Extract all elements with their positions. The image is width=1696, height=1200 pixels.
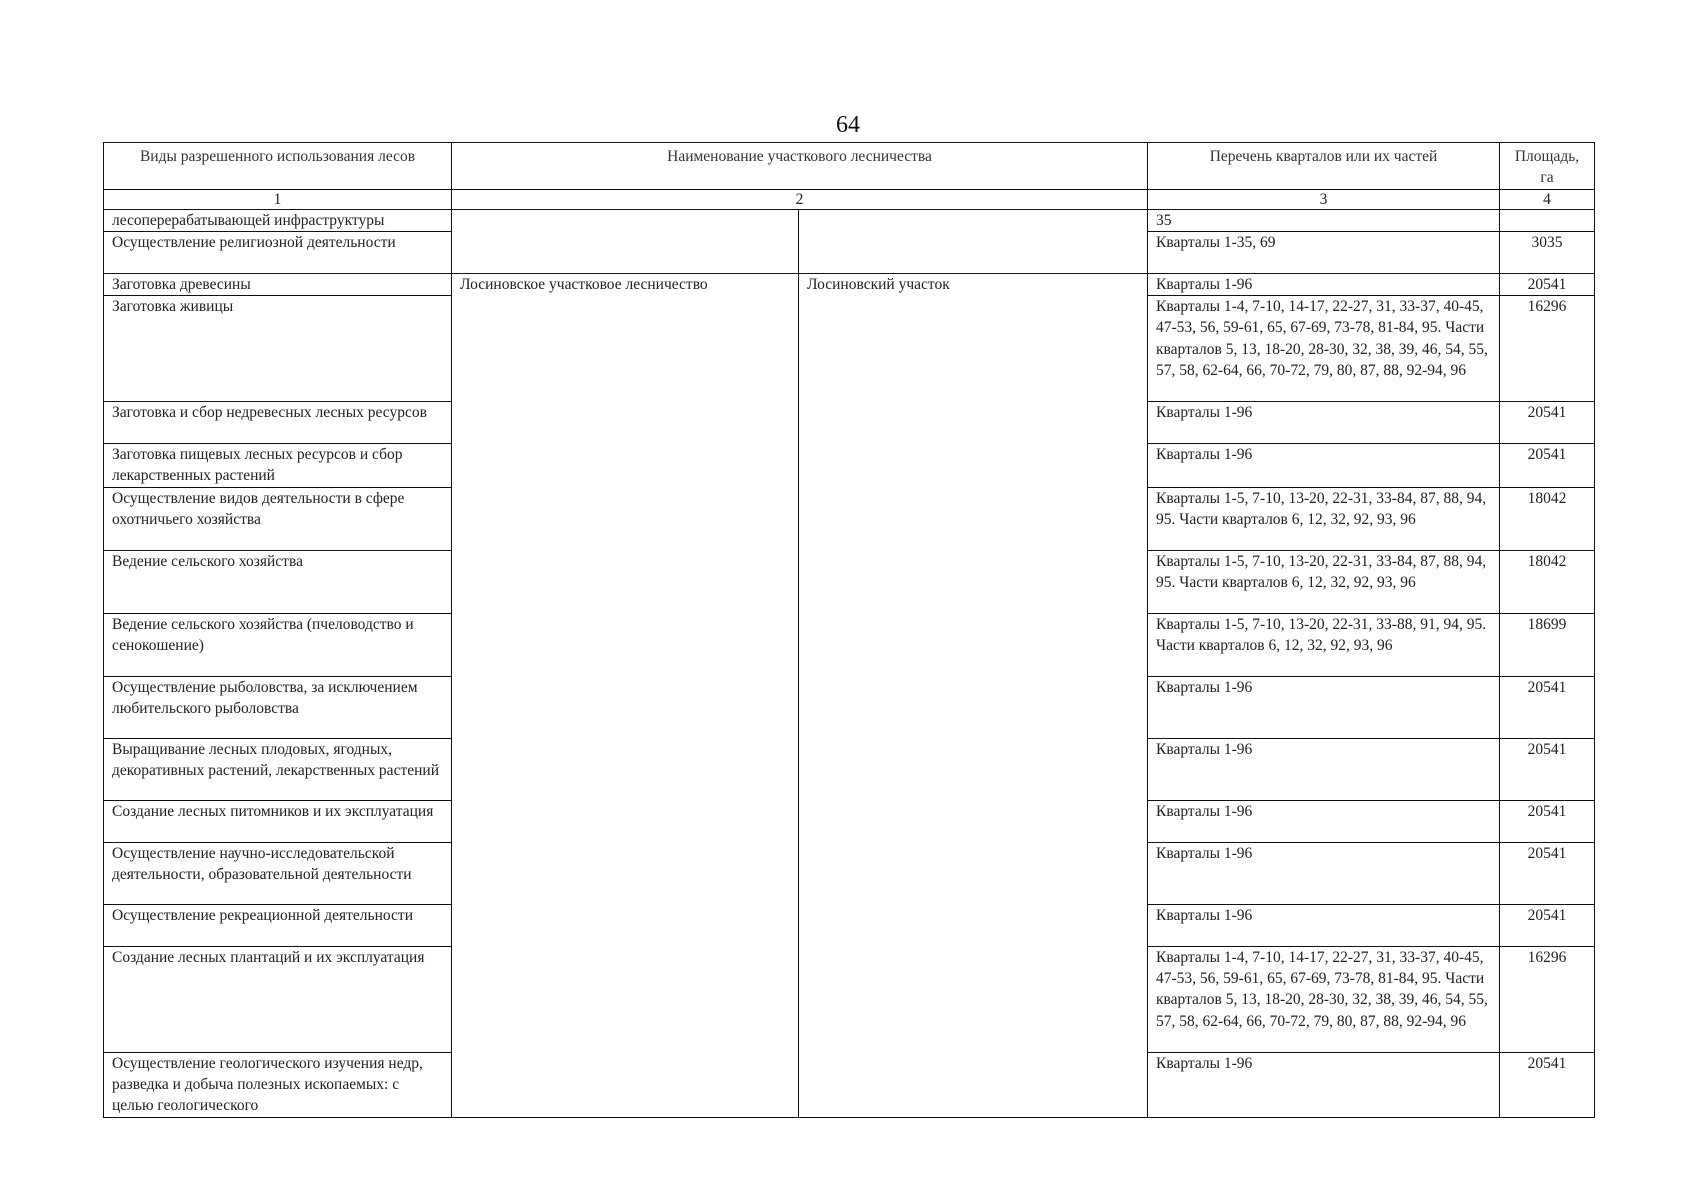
table-row	[104, 209, 1595, 231]
use-type-cell: Заготовка пищевых лесных ресурсов и сбор лекарственных растений	[104, 444, 452, 488]
area-cell: 20541	[1500, 676, 1595, 738]
column-number: 3	[1148, 189, 1500, 209]
header-row	[104, 143, 1595, 190]
area-cell: 20541	[1500, 1052, 1595, 1117]
empty-cell	[799, 209, 1148, 273]
area-cell: 20541	[1500, 402, 1595, 444]
use-type-cell: Осуществление научно-исследовательской деятельности, образовательной деятельности	[104, 842, 452, 904]
quarters-cell: Кварталы 1-96	[1148, 402, 1500, 444]
quarters-cell: Кварталы 1-96	[1148, 676, 1500, 738]
header-forestry-name: Наименование участкового лесничества	[452, 143, 1148, 190]
area-cell	[1500, 209, 1595, 231]
quarters-cell: Кварталы 1-5, 7-10, 13-20, 22-31, 33-88, 91, 94, 95. Части кварталов 6, 12, 32, 92, 93, 96	[1148, 613, 1500, 676]
use-type-cell: Осуществление геологического изучения недр, разведка и добыча полезных ископаемых: с целью геологического	[104, 1052, 452, 1117]
quarters-cell: Кварталы 1-96	[1148, 738, 1500, 800]
use-type-cell: Осуществление рекреационной деятельности	[104, 904, 452, 946]
quarters-cell: Кварталы 1-5, 7-10, 13-20, 22-31, 33-84, 87, 88, 94, 95. Части кварталов 6, 12, 32, 92, 93, 96	[1148, 487, 1500, 550]
area-cell: 16296	[1500, 946, 1595, 1052]
quarters-cell: Кварталы 1-96	[1148, 904, 1500, 946]
section-name-cell: Лосиновский участок	[799, 273, 1148, 1117]
forestry-name-cell: Лосиновское участковое лесничество	[452, 273, 799, 1117]
area-cell: 20541	[1500, 444, 1595, 488]
quarters-cell: Кварталы 1-96	[1148, 444, 1500, 488]
column-number-row	[104, 189, 1595, 209]
header-quarters: Перечень кварталов или их частей	[1148, 143, 1500, 190]
use-type-cell: Ведение сельского хозяйства (пчеловодство и сенокошение)	[104, 613, 452, 676]
use-type-cell: Заготовка древесины	[104, 273, 452, 295]
use-type-cell: Осуществление религиозной деятельности	[104, 231, 452, 273]
use-type-cell: лесоперерабатывающей инфраструктуры	[104, 209, 452, 231]
use-type-cell: Осуществление рыболовства, за исключением любительского рыболовства	[104, 676, 452, 738]
forest-use-table	[103, 142, 1595, 1118]
column-number: 2	[452, 189, 1148, 209]
quarters-cell: Кварталы 1-96	[1148, 800, 1500, 842]
column-number: 4	[1500, 189, 1595, 209]
use-type-cell: Заготовка и сбор недревесных лесных ресурсов	[104, 402, 452, 444]
quarters-cell: Кварталы 1-4, 7-10, 14-17, 22-27, 31, 33-37, 40-45, 47-53, 56, 59-61, 65, 67-69, 73-78, 81-84, 95. Части кварталов 5, 13, 18-20, 28-30, 32, 38, 39, 46, 54, 55, 57, 58, 62-64, 66, 70-72, 79, 80, 87, 88, 92-94, 96	[1148, 296, 1500, 402]
area-cell: 20541	[1500, 738, 1595, 800]
area-cell: 20541	[1500, 904, 1595, 946]
quarters-cell: 35	[1148, 209, 1500, 231]
use-type-cell: Заготовка живицы	[104, 296, 452, 402]
use-type-cell: Создание лесных питомников и их эксплуатация	[104, 800, 452, 842]
use-type-cell: Выращивание лесных плодовых, ягодных, декоративных растений, лекарственных растений	[104, 738, 452, 800]
header-area: Площадь, га	[1500, 143, 1595, 190]
quarters-cell: Кварталы 1-4, 7-10, 14-17, 22-27, 31, 33-37, 40-45, 47-53, 56, 59-61, 65, 67-69, 73-78, 81-84, 95. Части кварталов 5, 13, 18-20, 28-30, 32, 38, 39, 46, 54, 55, 57, 58, 62-64, 66, 70-72, 79, 80, 87, 88, 92-94, 96	[1148, 946, 1500, 1052]
use-type-cell: Создание лесных плантаций и их эксплуатация	[104, 946, 452, 1052]
area-cell: 20541	[1500, 842, 1595, 904]
quarters-cell: Кварталы 1-5, 7-10, 13-20, 22-31, 33-84, 87, 88, 94, 95. Части кварталов 6, 12, 32, 92, 93, 96	[1148, 550, 1500, 613]
use-type-cell: Ведение сельского хозяйства	[104, 550, 452, 613]
area-cell: 20541	[1500, 273, 1595, 295]
table-row	[104, 273, 1595, 295]
page-number: 64	[836, 112, 860, 138]
quarters-cell: Кварталы 1-35, 69	[1148, 231, 1500, 273]
quarters-cell: Кварталы 1-96	[1148, 1052, 1500, 1117]
quarters-cell: Кварталы 1-96	[1148, 842, 1500, 904]
use-type-cell: Осуществление видов деятельности в сфере охотничьего хозяйства	[104, 487, 452, 550]
area-cell: 20541	[1500, 800, 1595, 842]
area-cell: 18042	[1500, 550, 1595, 613]
area-cell: 18042	[1500, 487, 1595, 550]
area-cell: 18699	[1500, 613, 1595, 676]
area-cell: 3035	[1500, 231, 1595, 273]
quarters-cell: Кварталы 1-96	[1148, 273, 1500, 295]
column-number: 1	[104, 189, 452, 209]
header-use-type: Виды разрешенного использования лесов	[104, 143, 452, 190]
empty-cell	[452, 209, 799, 273]
area-cell: 16296	[1500, 296, 1595, 402]
